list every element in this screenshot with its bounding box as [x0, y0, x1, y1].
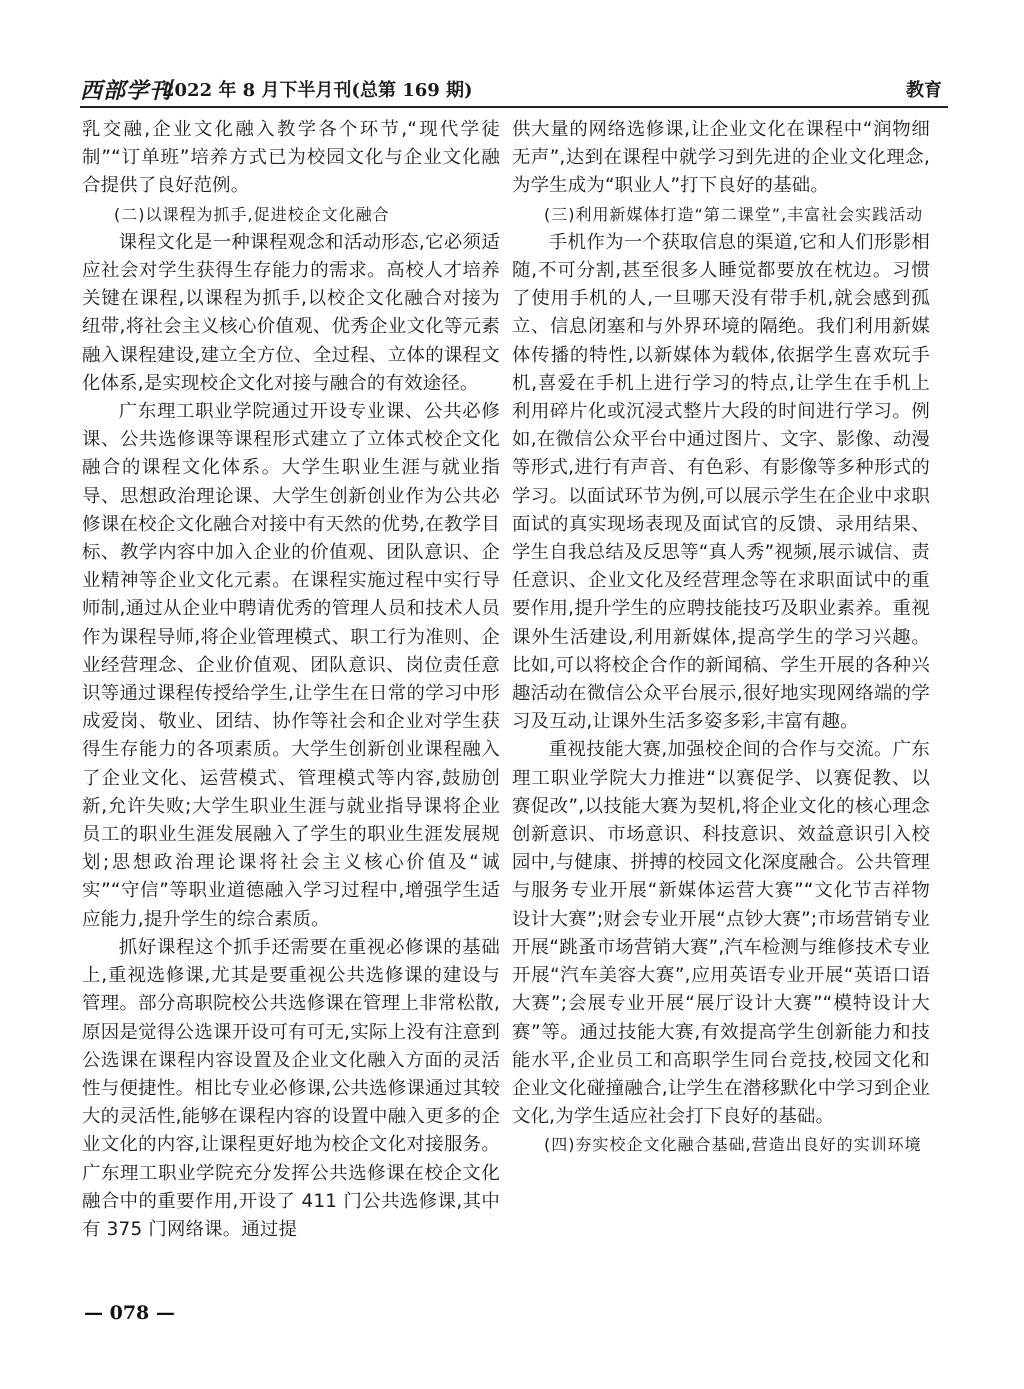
journal-logo: 西部学刊: [80, 78, 173, 104]
paragraph: 手机作为一个获取信息的渠道,它和人们形影相随,不可分割,甚至很多人睡觉都要放在枕边。习惯了使用手机的人,一旦哪天没有带手机,就会感到孤立、信息闭塞和与外界环境的隔绝。我们利用新媒体传播的特性,以新媒体为载体,依据学生喜欢玩手机,喜爱在手机上进行学习的特点,让学生在手机上利用碎片化或沉浸式整片大段的时间进行学习。例如,在微信公众平台中通过图片、文字、影像、动漫等形式,进行有声音、有色彩、有影像等多种形式的学习。以面试环节为例,可以展示学生在企业中求职面试的真实现场表现及面试官的反馈、录用结果、学生自我总结及反思等“真人秀”视频,展示诚信、责任意识、企业文化及经营理念等在求职面试中的重要作用,提升学生的应聘技能技巧及职业素养。重视课外生活建设,利用新媒体,提高学生的学习兴趣。比如,可以将校企合作的新闻稿、学生开展的各种兴趣活动在微信公众平台展示,很好地实现网络端的学习及互动,让课外生活多姿多彩,丰富有趣。: [512, 231, 930, 733]
section-heading: (四)夯实校企文化融合基础,营造出良好的实训环境: [544, 1135, 922, 1155]
issue-info: 2022 年 8 月下半月刊(总第 169 期): [162, 80, 473, 101]
paragraph: 乳交融,企业文化融入教学各个环节,“现代学徒制”“订单班”培养方式已为校园文化与企业文化融合提供了良好范例。: [82, 119, 500, 197]
page-number: — 078 —: [84, 1302, 175, 1324]
paragraph: 广东理工职业学院通过开设专业课、公共必修课、公共选修课等课程形式建立了立体式校企文化融合的课程文化体系。大学生职业生涯与就业指导、思想政治理论课、大学生创新创业作为公共必修课在校企文化融合对接中有天然的优势,在教学目标、教学内容中加入企业的价值观、团队意识、企业精神等企业文化元素。在课程实施过程中实行导师制,通过从企业中聘请优秀的管理人员和技术人员作为课程导师,将企业管理模式、职工行为准则、企业经营理念、企业价值观、团队意识、岗位责任意识等通过课程传授给学生,让学生在日常的学习中形成爱岗、敬业、团结、协作等社会和企业对学生获得生存能力的各项素质。大学生创新创业课程融入了企业文化、运营模式、管理模式等内容,鼓励创新,允许失败;大学生职业生涯与就业指导课将企业员工的职业生涯发展融入了学生的职业生涯发展规划;思想政治理论课将社会主义核心价值及“诚实”“守信”等职业道德融入学习过程中,增强学生适应能力,提升学生的综合素质。: [82, 401, 500, 930]
section-name: 教育: [906, 80, 942, 101]
section-heading: (三)利用新媒体打造“第二课堂”,丰富社会实践活动: [544, 204, 924, 224]
left-column: [82, 116, 500, 1244]
right-column: [512, 116, 930, 1160]
page-header: [80, 72, 948, 108]
section-heading: (二)以课程为抓手,促进校企文化融合: [114, 204, 390, 224]
paragraph: 供大量的网络选修课,让企业文化在课程中“润物细无声”,达到在课程中就学习到先进的企业文化理念,为学生成为“职业人”打下良好的基础。: [512, 119, 930, 197]
paragraph: 抓好课程这个抓手还需要在重视必修课的基础上,重视选修课,尤其是要重视公共选修课的建设与管理。部分高职院校公共选修课在管理上非常松散,原因是觉得公选课开设可有可无,实际上没有注意到公选课在课程内容设置及企业文化融入方面的灵活性与便捷性。相比专业必修课,公共选修课通过其较大的灵活性,能够在课程内容的设置中融入更多的企业文化的内容,让课程更好地为校企文化对接服务。广东理工职业学院充分发挥公共选修课在校企文化融合中的重要作用,开设了 411 门公共选修课,其中有 375 门网络课。通过提: [82, 936, 500, 1240]
paragraph: 重视技能大赛,加强校企间的合作与交流。广东理工职业学院大力推进“以赛促学、以赛促教、以赛促改”,以技能大赛为契机,将企业文化的核心理念创新意识、市场意识、科技意识、效益意识引入校园中,与健康、拼搏的校园文化深度融合。公共管理与服务专业开展“新媒体运营大赛”“文化节吉祥物设计大赛”;财会专业开展“点钞大赛”;市场营销专业开展“跳蚤市场营销大赛”,汽车检测与维修技术专业开展“汽车美容大赛”,应用英语专业开展“英语口语大赛”;会展专业开展“展厅设计大赛”“模特设计大赛”等。通过技能大赛,有效提高学生创新能力和技能水平,企业员工和高职学生同台竞技,校园文化和企业文化碰撞融合,让学生在潜移默化中学习到企业文化,为学生适应社会打下良好的基础。: [512, 739, 930, 1128]
paragraph: 课程文化是一种课程观念和活动形态,它必须适应社会对学生获得生存能力的需求。高校人才培养关键在课程,以课程为抓手,以校企文化融合对接为纽带,将社会主义核心价值观、优秀企业文化等元素融入课程建设,建立全方位、全过程、立体的课程文化体系,是实现校企文化对接与融合的有效途径。: [82, 231, 500, 394]
